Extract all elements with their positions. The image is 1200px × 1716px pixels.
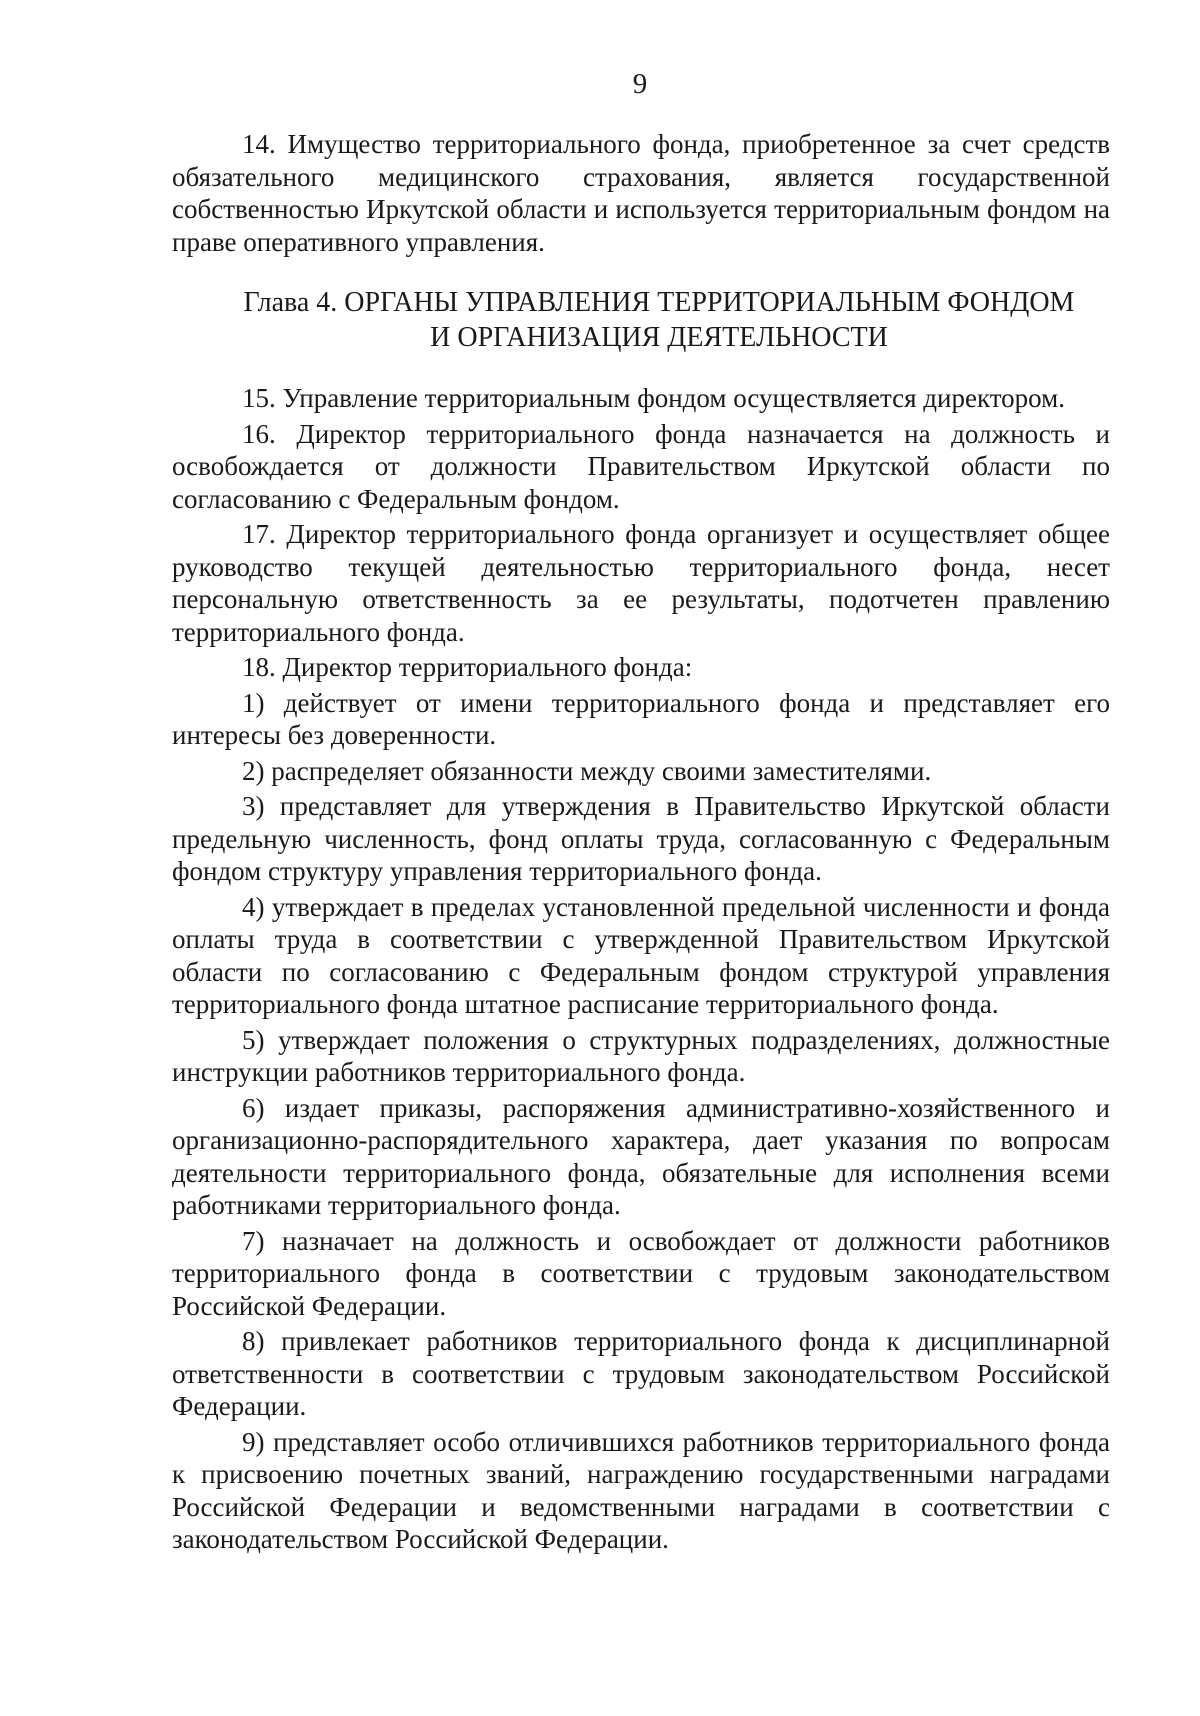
page-number: 9 (632, 68, 648, 100)
paragraph-15: 15. Управление территориальным фондом осуществляется директором. (242, 383, 1065, 413)
document-body (172, 128, 1110, 1556)
chapter-heading-line-2: И ОРГАНИЗАЦИЯ ДЕЯТЕЛЬНОСТИ (430, 322, 888, 353)
item-6: 6) издает приказы, распоряжения административно-хозяйственного и организационно-распорядительного характера, дает указания по вопросам деятельности территориального фонда, обязательные для исполнения всеми работниками территориального фонда. (172, 1092, 1110, 1220)
item-2: 2) распределяет обязанности между своими заместителями. (242, 755, 932, 786)
chapter-heading-line-1: Глава 4. ОРГАНЫ УПРАВЛЕНИЯ ТЕРРИТОРИАЛЬНЫМ ФОНДОМ (243, 287, 1075, 318)
paragraph-17: 17. Директор территориального фонда организует и осуществляет общее руководство текущей деятельностью территориального фонда, несет персональную ответственность за ее результаты, подотчетен правлению территориального фонда. (172, 519, 1110, 647)
paragraph-14: 14. Имущество территориального фонда, приобретенное за счет средств обязательного медицинского страхования, является государственной собственностью Иркутской области и используется территориальным фондом на праве оперативного управления. (172, 129, 1110, 257)
item-9: 9) представляет особо отличившихся работников территориального фонда к присвоению почетных званий, награждению государственными наградами Российской Федерации и ведомственными наградами в соответствии с законодательством Российской Федерации. (172, 1426, 1110, 1554)
item-8: 8) привлекает работников территориального фонда к дисциплинарной ответственности в соответствии с трудовым законодательством Российской Федерации. (172, 1326, 1110, 1421)
chapter-heading (172, 285, 1110, 355)
paragraph-18: 18. Директор территориального фонда: (242, 652, 693, 682)
item-1: 1) действует от имени территориального фонда и представляет его интересы без доверенности. (172, 687, 1110, 750)
item-7: 7) назначает на должность и освобождает от должности работников территориального фонда в соответствии с трудовым законодательством Российской Федерации. (172, 1225, 1110, 1321)
item-4: 4) утверждает в пределах установленной предельной численности и фонда оплаты труда в соответствии с утвержденной Правительством Иркутской области по согласованию с Федеральным фондом структурой управления территориального фонда штатное расписание территориального фонда. (172, 891, 1110, 1019)
item-5: 5) утверждает положения о структурных подразделениях, должностные инструкции работников территориального фонда. (172, 1024, 1110, 1087)
item-3: 3) представляет для утверждения в Правительство Иркутской области предельную численность, фонд оплаты труда, согласованную с Федеральным фондом структуру управления территориального фонда. (172, 791, 1110, 886)
paragraph-16: 16. Директор территориального фонда назначается на должность и освобождается от должности Правительством Иркутской области по согласованию с Федеральным фондом. (172, 418, 1110, 514)
